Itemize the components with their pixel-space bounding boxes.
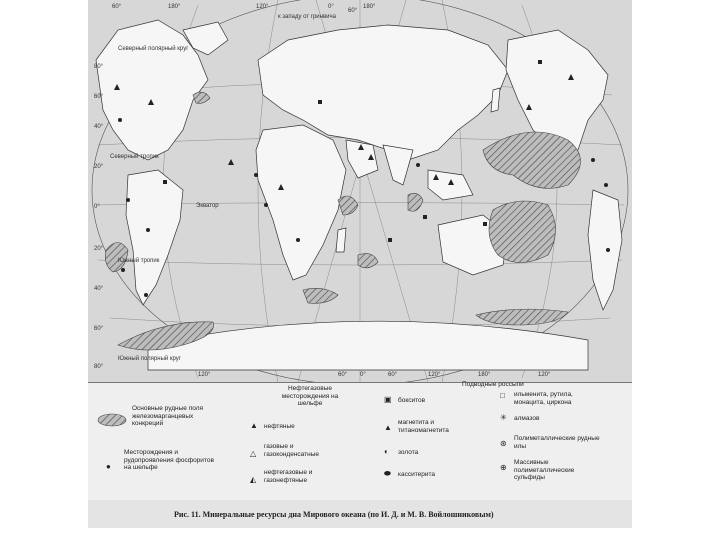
oil-icon: ▲: [250, 421, 258, 430]
legend-polymetallic-mud: Полиметаллические рудные илы: [514, 435, 600, 450]
top-label-3: 120°: [256, 4, 269, 10]
gold-icon: ◐: [384, 447, 389, 456]
legend-oil-gas-title: Нефтегазовые месторождения на шельфе: [281, 385, 339, 407]
legend-sulfides: Массивные полиметаллические сульфиды: [514, 459, 575, 481]
bottom-label: 180°: [478, 372, 491, 378]
magnetite-icon: ▲: [384, 423, 392, 432]
lat-label: 0°: [94, 204, 100, 210]
top-label-1: 60°: [112, 4, 122, 10]
tropic-north-label: Северный тропик: [110, 154, 159, 160]
gas-icon: △: [250, 449, 257, 458]
cassiterite-icon: ⬬: [384, 469, 391, 478]
legend-magnetite: магнетита и титаномагнетита: [398, 419, 449, 434]
legend-cassiterite: касситерита: [398, 471, 436, 478]
legend-gold: золота: [398, 449, 419, 456]
legend-bauxite: бокситов: [398, 397, 426, 404]
bottom-label: 0°: [360, 372, 366, 378]
legend-oil: нефтяные: [264, 423, 295, 430]
lat-label: 20°: [94, 164, 104, 170]
phosphorite-icon: ●: [106, 462, 111, 471]
top-label-6: 60°: [348, 8, 358, 14]
bottom-label: 60°: [338, 372, 348, 378]
ilmenite-icon: □: [500, 391, 505, 400]
top-label-2: 180°: [168, 4, 181, 10]
legend-ilmenite: ильменита, рутила, монацита, циркона: [514, 391, 573, 406]
lat-label: 80°: [94, 364, 104, 370]
antarctic-circle-label: Южный полярный круг: [118, 356, 181, 362]
top-label-7: 180°: [363, 4, 376, 10]
arctic-circle-label: Северный полярный круг: [118, 46, 189, 52]
legend-diamonds: алмазов: [514, 415, 540, 422]
legend-oil-gas: нефтегазовые и газонефтяные: [264, 469, 313, 484]
top-label-5: 0°: [328, 4, 334, 10]
legend-nodules: Основные рудные поля железомарганцевых конкреций: [132, 405, 204, 427]
lat-label: 40°: [94, 286, 104, 292]
bottom-label: 120°: [428, 372, 441, 378]
top-label-4: к западу от гринвича: [278, 14, 336, 20]
nodule-field-symbol: [96, 413, 128, 427]
lat-label: 60°: [94, 94, 104, 100]
lat-label: 40°: [94, 124, 104, 130]
figure-caption-area: [88, 500, 632, 528]
sulfide-icon: ⊕: [500, 463, 507, 472]
legend-placers-title: Подводные россыпи: [462, 381, 524, 388]
lat-label: 80°: [94, 64, 104, 70]
tropic-south-label: Южный тропик: [118, 258, 160, 264]
bottom-label: 120°: [198, 372, 211, 378]
lat-label: 60°: [94, 326, 104, 332]
legend-gas: газовые и газоконденсатные: [264, 443, 319, 458]
bottom-label: 120°: [538, 372, 551, 378]
equator-label: Экватор: [196, 203, 219, 209]
map-legend: [88, 382, 632, 501]
bottom-label: 60°: [388, 372, 398, 378]
world-map: [88, 0, 632, 382]
bauxite-icon: ▣: [384, 395, 392, 404]
diamond-icon: ✳: [500, 413, 507, 422]
scanned-page: [88, 0, 632, 528]
polymetallic-mud-icon: ⊛: [500, 439, 507, 448]
lat-label: 20°: [94, 246, 104, 252]
legend-phosphorites: Месторождения и рудопроявления фосфоритов на шельфе: [124, 449, 214, 471]
oil-gas-icon: ◭: [250, 475, 257, 484]
figure-caption: Рис. 11. Минеральные ресурсы дна Мирового океана (по И. Д. и М. В. Войлошниковым): [174, 510, 494, 519]
